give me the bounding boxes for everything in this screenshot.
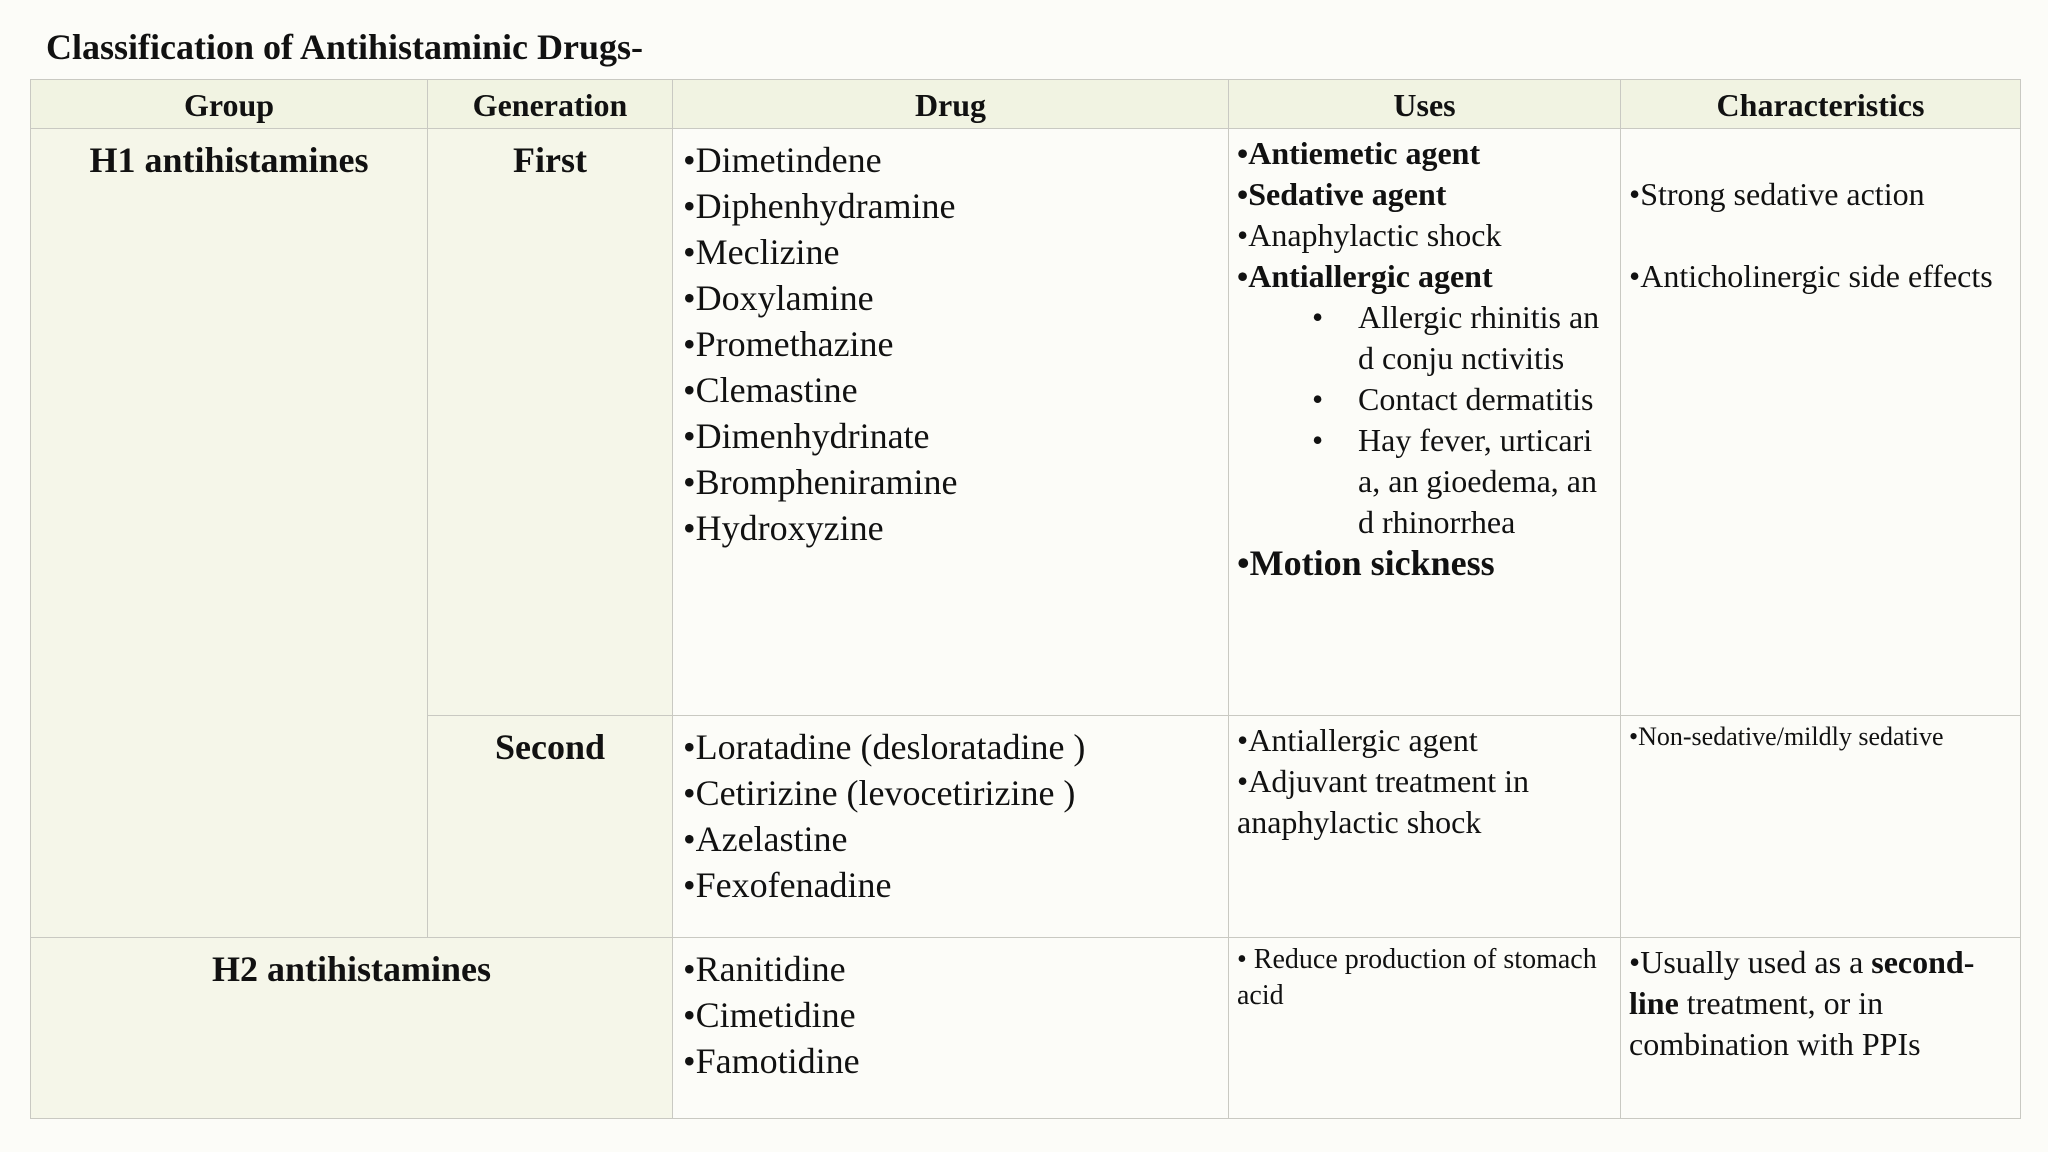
use-item: •Anaphylactic shock bbox=[1237, 217, 1502, 253]
generation-first-label: First bbox=[513, 140, 587, 180]
drug-item: •Meclizine bbox=[683, 232, 840, 272]
drug-item: •Doxylamine bbox=[683, 278, 874, 318]
characteristics-second-cell bbox=[1621, 716, 2021, 938]
use-item: •Adjuvant treatment in anaphylactic shock bbox=[1237, 763, 1530, 840]
sub-use-text: Hay fever, urticaria, an gioedema, and rhinorrhea bbox=[1358, 422, 1597, 540]
sub-use-item bbox=[1312, 297, 1612, 379]
drug-item: •Loratadine (desloratadine ) bbox=[683, 727, 1086, 767]
drug-item: •Diphenhydramine bbox=[683, 186, 956, 226]
page-title: Classification of Antihistaminic Drugs- bbox=[46, 27, 644, 67]
header-drug: Drug bbox=[673, 80, 1229, 129]
drug-item: •Clemastine bbox=[683, 370, 858, 410]
characteristic-post: treatment, or in combination with PPIs bbox=[1629, 985, 1921, 1062]
drug-item: •Dimenhydrinate bbox=[683, 416, 930, 456]
drug-item: •Fexofenadine bbox=[683, 865, 892, 905]
bullet: • bbox=[1312, 422, 1324, 458]
characteristics-h2-cell bbox=[1621, 938, 2021, 1119]
drugs-first-cell bbox=[673, 129, 1229, 716]
use-item: •Antiallergic agent bbox=[1237, 722, 1478, 758]
drugs-h2-cell bbox=[673, 938, 1229, 1119]
drug-item: •Cetirizine (levocetirizine ) bbox=[683, 773, 1076, 813]
group-h1-cell bbox=[31, 129, 428, 938]
group-h1-label: H1 antihistamines bbox=[89, 140, 369, 180]
drug-item: •Famotidine bbox=[683, 1041, 860, 1081]
drug-item: •Hydroxyzine bbox=[683, 508, 884, 548]
characteristic-item: •Strong sedative action bbox=[1629, 176, 1925, 212]
characteristic-item bbox=[1629, 942, 2012, 1065]
group-h2-cell bbox=[31, 938, 673, 1119]
use-item: • Reduce production of stomach acid bbox=[1237, 944, 1597, 1011]
characteristic-item: •Anticholinergic side effects bbox=[1629, 258, 1993, 294]
classification-table bbox=[30, 79, 2021, 1119]
generation-second-cell bbox=[428, 716, 673, 938]
characteristic-item: •Non-sedative/mildly sedative bbox=[1629, 722, 1944, 751]
sub-use-item bbox=[1312, 379, 1612, 420]
drug-item: •Ranitidine bbox=[683, 949, 846, 989]
uses-second-cell bbox=[1229, 716, 1621, 938]
characteristic-pre: •Usually used as a bbox=[1629, 944, 1872, 980]
uses-h2-cell bbox=[1229, 938, 1621, 1119]
drug-item: •Promethazine bbox=[683, 324, 894, 364]
sub-use-text: Allergic rhinitis and conju nctivitis bbox=[1358, 299, 1600, 376]
use-item: •Motion sickness bbox=[1237, 543, 1495, 583]
header-row bbox=[31, 80, 2021, 129]
table-row-h2 bbox=[31, 938, 2021, 1119]
bullet: • bbox=[1312, 299, 1324, 335]
bullet: • bbox=[1312, 381, 1324, 417]
drug-item: •Cimetidine bbox=[683, 995, 856, 1035]
sub-use-item bbox=[1312, 420, 1612, 543]
generation-second-label: Second bbox=[494, 727, 606, 767]
use-item: •Sedative agent bbox=[1237, 176, 1447, 212]
drugs-second-cell bbox=[673, 716, 1229, 938]
drug-item: •Dimetindene bbox=[683, 140, 882, 180]
characteristics-first-cell bbox=[1621, 129, 2021, 716]
header-characteristics: Characteristics bbox=[1621, 80, 2021, 129]
drug-item: •Brompheniramine bbox=[683, 462, 958, 502]
use-item: •Antiallergic agent bbox=[1237, 258, 1493, 294]
drug-item: •Azelastine bbox=[683, 819, 848, 859]
uses-first-cell bbox=[1229, 129, 1621, 716]
group-h2-label: H2 antihistamines bbox=[211, 949, 492, 989]
generation-first-cell bbox=[428, 129, 673, 716]
header-group: Group bbox=[31, 80, 428, 129]
use-item: •Antiemetic agent bbox=[1237, 135, 1481, 171]
sub-use-text: Contact dermatitis bbox=[1358, 381, 1594, 417]
header-uses: Uses bbox=[1229, 80, 1621, 129]
header-generation: Generation bbox=[428, 80, 673, 129]
table-row-h1-first bbox=[31, 129, 2021, 716]
characteristic-bold: second-line bbox=[1629, 944, 1975, 1021]
